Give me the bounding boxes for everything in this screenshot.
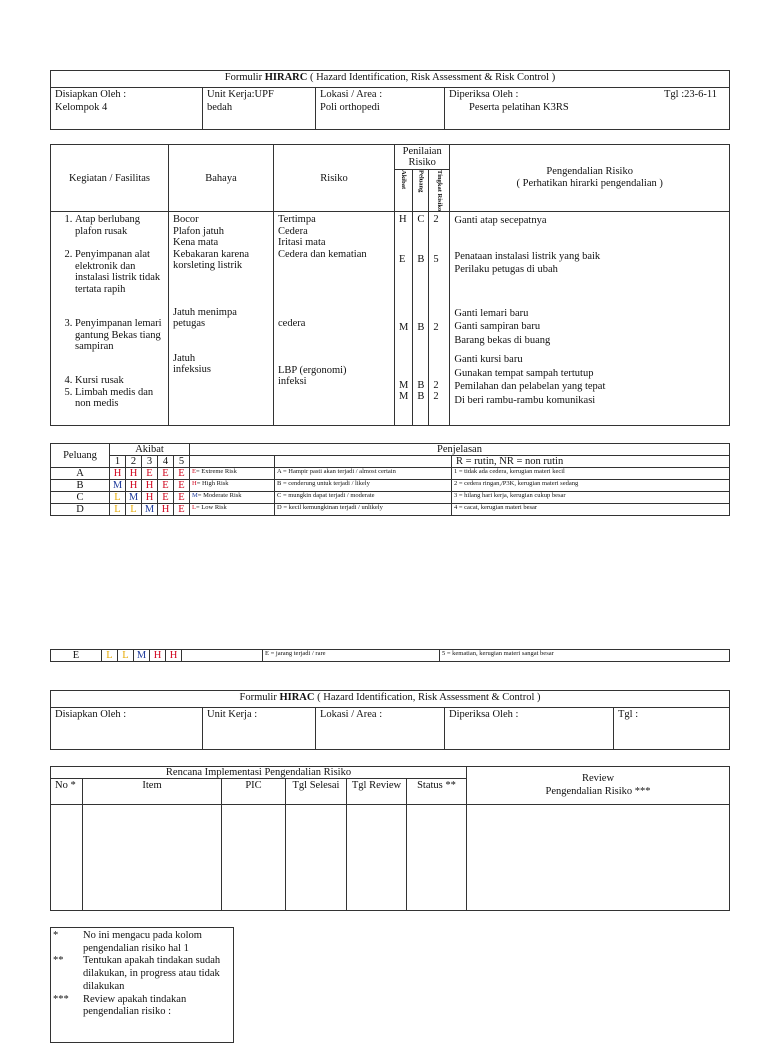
risk-level-text: = Moderate Risk [197,492,242,499]
hazard: infeksius [173,364,211,376]
matrix-row [51,650,730,662]
consequence-value: E [399,253,406,265]
matrix-probability-label: Peluang [51,444,110,468]
consequence-col [395,212,413,426]
matrix-cell: H [110,468,126,480]
matrix-cell: L [118,650,134,662]
consequence-desc: 2 = cedera ringan,/P3K, kerugian materi sedang [452,480,730,492]
risk-level-letter: E [192,468,196,475]
matrix-cell: L [110,504,126,516]
probability-desc: B = cenderung untuk terjadi / likely [275,480,452,492]
hirarc-header-table [50,70,730,130]
consequence-desc: 1 = tidak ada cedera, kerugian materi kecil [452,468,730,480]
activity-1: 1. Atap berlubang plafon rusak [75,214,164,249]
matrix-blank [182,650,263,662]
header-review-date: Tgl Review [347,779,407,805]
level-value: 2 [433,391,439,403]
rn-note: R = rutin, NR = non rutin [452,456,730,468]
risk-level-text: = Low Risk [195,504,227,511]
risks-cell [274,212,395,426]
risk-matrix-row-e [50,649,730,662]
matrix-cell: E [158,492,174,504]
risk-level-legend [190,492,275,504]
header-probability: Peluang [413,170,429,212]
probability-col [413,212,429,426]
matrix-cell: M [134,650,150,662]
hazard: Jatuh menimpa [173,306,237,318]
controls-cell [450,212,730,426]
form-title: Formulir HIRARC ( Hazard Identification, Risk Assessment & Risk Control ) [51,71,730,88]
consequence-value: M [399,322,409,334]
matrix-cell: E [174,504,190,516]
matrix-cell: E [174,492,190,504]
form2-date-cell: Tgl : [614,708,730,750]
level-value: 2 [433,214,439,226]
header-target-date: Tgl Selesai [286,779,347,805]
hazard: Kena mata [173,237,219,249]
header-control: Pengendalian Risiko ( Perhatikan hirarki pengendalian ) [450,145,730,212]
activity-2: 2. Penyimpanan alat elektronik dan instalasi listrik tidak tertata rapih [75,249,164,318]
risk-table [50,144,730,426]
header-status: Status ** [407,779,467,805]
matrix-explanation-label: Penjelasan [190,444,730,456]
level-value: 5 [433,253,439,265]
matrix-cell: M [110,480,126,492]
risk: LBP (ergonomi) [278,364,347,376]
matrix-row-label: E [51,650,102,662]
footnotes-box [50,927,234,1043]
hazard: Jatuh [173,352,196,364]
prepared-by-cell: Disiapkan Oleh : Kelompok 4 [51,88,203,130]
risk-level-text: = High Risk [196,480,229,487]
hazard: Kebakaran karena [173,248,250,260]
unit-cell: Unit Kerja:UPF bedah [203,88,316,130]
risk: infeksi [278,376,307,388]
consequence-value: M [399,391,409,403]
activities-cell [51,212,169,426]
control: Ganti lemari baru [454,307,529,319]
matrix-cell: E [158,468,174,480]
risk: Iritasi mata [278,237,326,249]
empty-cell[interactable] [286,805,347,911]
consequence-value: M [399,379,409,391]
matrix-cell: E [142,468,158,480]
probability-desc: D = kecil kemungkinan terjadi / unlikely [275,504,452,516]
matrix-cell: H [158,504,174,516]
matrix-row [51,480,730,492]
probability-value: C [417,214,425,226]
control: Ganti kursi baru [454,354,523,366]
form2-checked-cell: Diperiksa Oleh : [445,708,614,750]
matrix-row-label: D [51,504,110,516]
consequence-desc: 4 = cacat, kerugian materi besar [452,504,730,516]
review-header: Review Pengendalian Risiko *** [467,767,730,805]
implementation-group-header: Rencana Implementasi Pengendalian Risiko [51,767,467,779]
matrix-cell: H [150,650,166,662]
control: Di beri rambu-rambu komunikasi [454,394,596,406]
matrix-cell: M [126,492,142,504]
level-value: 2 [433,322,439,334]
form2-unit-cell: Unit Kerja : [203,708,316,750]
location-cell: Lokasi / Area : Poli orthopedi [316,88,445,130]
probability-value: B [417,391,425,403]
form2-title: Formulir HIRAC ( Hazard Identification, Risk Assessment & Control ) [51,691,730,708]
empty-cell[interactable] [51,805,83,911]
empty-cell[interactable] [467,805,730,911]
implementation-table [50,766,730,911]
hazard: Bocor [173,214,199,226]
matrix-cell: H [166,650,182,662]
hazard: petugas [173,318,206,330]
activity-5: 5. Limbah medis dan non medis [75,387,164,410]
header-item: Item [83,779,222,805]
matrix-cell: E [174,480,190,492]
risk-level-letter: M [192,492,198,499]
probability-value: B [417,379,425,391]
probability-value: B [417,322,425,334]
risk: cedera [278,318,306,330]
matrix-cell: E [158,480,174,492]
activity-4: 4. Kursi rusak [75,375,164,387]
matrix-row [51,468,730,480]
control: Ganti atap secepatnya [454,215,547,227]
control: Penataan instalasi listrik yang baik [454,250,601,262]
empty-cell[interactable] [83,805,222,911]
matrix-consequence-label: Akibat [110,444,190,456]
matrix-col-header: 3 [142,456,158,468]
checked-by-cell: Diperiksa Oleh : Peserta pelatihan K3RS Tgl :23-6-11 [445,88,730,130]
probability-desc: E = jarang terjadi / rare [263,650,440,662]
matrix-row-label: C [51,492,110,504]
empty-cell[interactable] [407,805,467,911]
matrix-row [51,492,730,504]
risk: Cedera dan kematian [278,248,367,260]
probability-desc: C = mungkin dapat terjadi / moderate [275,492,452,504]
risk: Tertimpa [278,214,316,226]
hazard: Plafon jatuh [173,225,225,237]
hirac-header-table [50,690,730,750]
matrix-blank [275,456,452,468]
matrix-cell: L [126,504,142,516]
risk-level-text: = Extreme Risk [195,468,237,475]
level-col [429,212,450,426]
control: Ganti sampiran baru [454,321,541,333]
consequence-value: H [399,214,407,226]
matrix-cell: H [126,480,142,492]
header-risk: Risiko [274,145,395,212]
hazard: korsleting listrik [173,260,243,272]
empty-cell[interactable] [347,805,407,911]
matrix-col-header: 5 [174,456,190,468]
header-no: No * [51,779,83,805]
footnote: *** Review apakah tindakan pengendalian risiko : [53,993,187,1018]
control: Barang bekas di buang [454,334,551,346]
matrix-col-header: 4 [158,456,174,468]
hazards-cell [169,212,274,426]
probability-value: B [417,253,425,265]
matrix-row-label: B [51,480,110,492]
header-consequence: Akibat [395,170,413,212]
consequence-desc: 3 = hilang hari kerja, kerugian cukup besar [452,492,730,504]
consequence-desc: 5 = kematian, kerugian materi sangat besar [440,650,730,662]
risk-matrix [50,443,730,516]
matrix-cell: L [110,492,126,504]
matrix-row-label: A [51,468,110,480]
risk-level-legend [190,480,275,492]
risk-level-letter: H [192,480,197,487]
matrix-cell: H [126,468,142,480]
risk-level-letter: L [192,504,196,511]
matrix-cell: E [174,468,190,480]
form2-location-cell: Lokasi / Area : [316,708,445,750]
matrix-cell: M [142,504,158,516]
empty-cell[interactable] [222,805,286,911]
header-level: Tingkat Risiko [429,170,450,212]
matrix-row [51,504,730,516]
matrix-cell: L [102,650,118,662]
control: Perilaku petugas di ubah [454,264,558,276]
matrix-blank [190,456,275,468]
date-label: Tgl :23-6-11 [664,89,717,100]
risk: Cedera [278,225,308,237]
matrix-cell: H [142,480,158,492]
footnote: * No ini mengacu pada kolom pengendalian risiko hal 1 [53,930,202,954]
header-activity: Kegiatan / Fasilitas [51,145,169,212]
header-pic: PIC [222,779,286,805]
matrix-cell: H [142,492,158,504]
risk-level-legend [190,504,275,516]
form2-prepared-cell: Disiapkan Oleh : [51,708,203,750]
risk-level-legend [190,468,275,480]
footnote: ** Tentukan apakah tindakan sudah dilakukan, in progress atau tidak dilakukan [53,955,221,992]
control: Gunakan tempat sampah tertutup [454,367,594,379]
control: Pemilahan dan pelabelan yang tepat [454,381,606,393]
header-assessment: Penilaian Risiko [395,145,450,170]
level-value: 2 [433,379,439,391]
header-hazard: Bahaya [169,145,274,212]
activity-3: 3. Penyimpanan lemari gantung Bekas tiang sampiran [75,318,164,375]
matrix-col-header: 2 [126,456,142,468]
probability-desc: A = Hampir pasti akan terjadi / almost certain [275,468,452,480]
matrix-col-header: 1 [110,456,126,468]
